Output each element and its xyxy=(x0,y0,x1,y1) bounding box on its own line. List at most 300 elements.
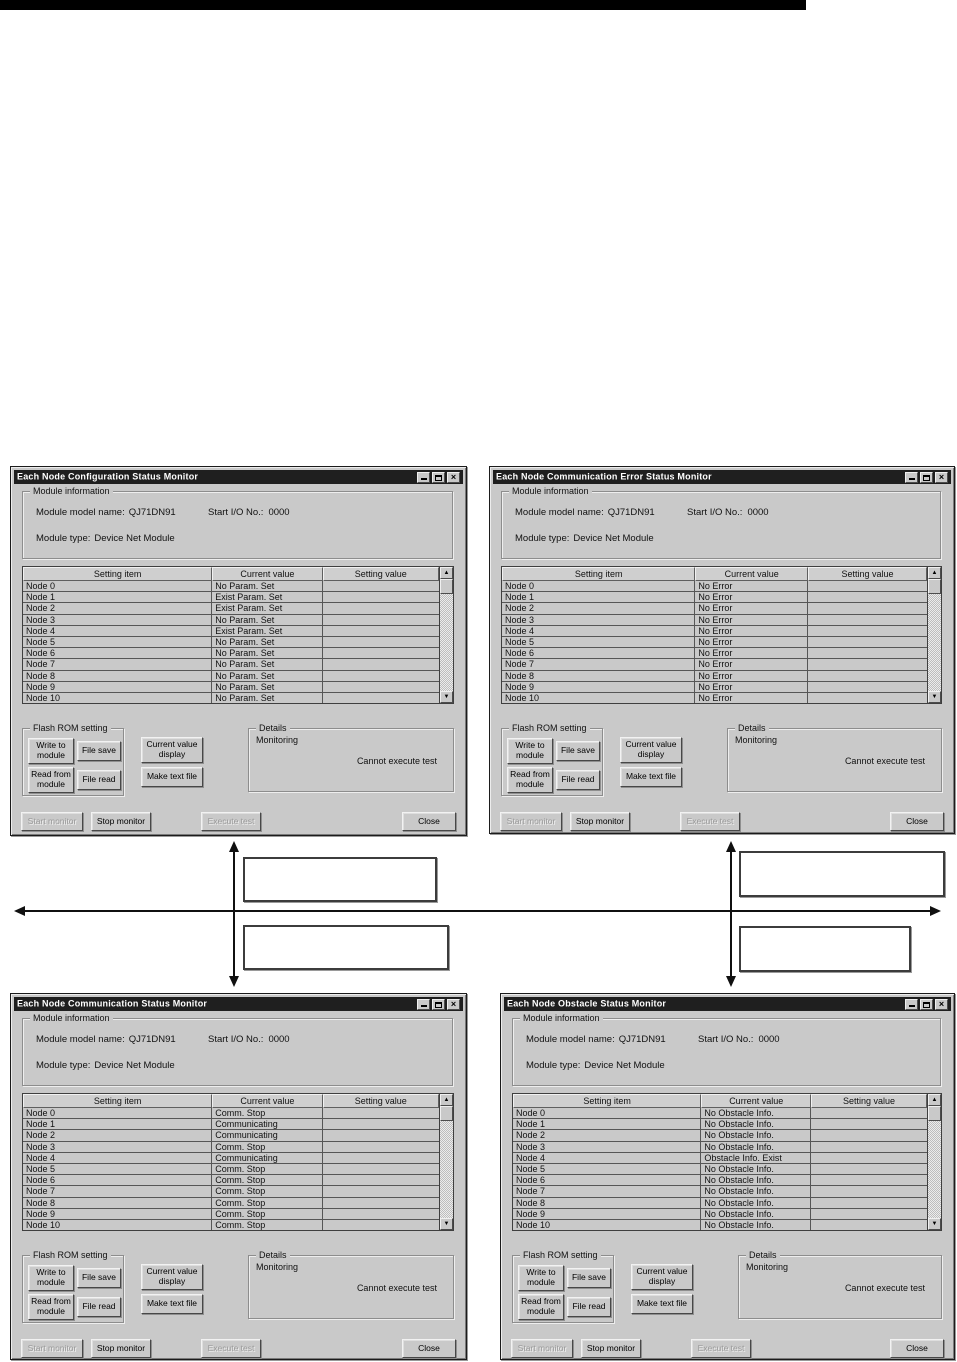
cell-setting-value[interactable] xyxy=(323,1119,440,1129)
cell-setting-value[interactable] xyxy=(811,1220,927,1230)
dialog-titlebar[interactable] xyxy=(493,470,951,484)
cell-setting-value[interactable] xyxy=(323,1164,440,1174)
table-header-row xyxy=(23,1094,439,1108)
column-header-current-value: Current value xyxy=(701,1094,811,1108)
table-row[interactable] xyxy=(502,626,927,637)
table-row[interactable] xyxy=(513,1175,927,1186)
cell-setting-value[interactable] xyxy=(323,592,440,602)
table-row[interactable] xyxy=(502,581,927,592)
table-row[interactable] xyxy=(502,615,927,626)
cell-setting-item: Node 9 xyxy=(23,682,212,692)
column-header-current-value: Current value xyxy=(212,567,322,581)
cell-setting-value[interactable] xyxy=(811,1142,927,1152)
cell-setting-value[interactable] xyxy=(323,1153,440,1163)
file-read-button[interactable]: File read xyxy=(556,770,600,790)
cell-setting-item: Node 7 xyxy=(23,1186,212,1196)
start-monitor-button[interactable]: Start monitor xyxy=(21,812,83,831)
cell-current-value: No Error xyxy=(695,682,808,692)
table-row[interactable] xyxy=(513,1186,927,1197)
maximize-icon[interactable] xyxy=(432,999,445,1010)
cell-setting-value[interactable] xyxy=(811,1186,927,1196)
cell-current-value: Comm. Stop xyxy=(212,1220,322,1230)
minimize-icon[interactable] xyxy=(417,999,430,1010)
module-information-group xyxy=(22,486,453,559)
table-row[interactable] xyxy=(513,1130,927,1141)
table-header-row xyxy=(502,567,927,581)
horizontal-flow-arrow-line xyxy=(24,910,935,912)
cell-setting-item: Node 5 xyxy=(23,1164,212,1174)
module-type-line xyxy=(515,533,934,544)
maximize-icon[interactable] xyxy=(920,472,933,483)
table-row[interactable] xyxy=(23,1142,439,1153)
vertical-scrollbar[interactable] xyxy=(439,1094,453,1230)
details-note-text: Cannot execute test xyxy=(844,1283,925,1293)
cell-current-value: Exist Param. Set xyxy=(212,603,322,613)
table-row[interactable] xyxy=(23,1209,439,1220)
stop-monitor-button[interactable]: Stop monitor xyxy=(570,812,630,831)
cell-setting-value[interactable] xyxy=(323,626,440,636)
file-save-button[interactable]: File save xyxy=(556,741,600,761)
cell-setting-value[interactable] xyxy=(808,637,927,647)
cell-setting-item: Node 8 xyxy=(23,671,212,681)
cell-current-value: No Error xyxy=(695,615,808,625)
write-to-module-button[interactable]: Write to module xyxy=(518,1265,564,1291)
module-information-label: Module information xyxy=(520,1013,603,1023)
start-io-value: 0000 xyxy=(747,507,769,518)
module-type-value: Device Net Module xyxy=(94,533,175,544)
cell-setting-item: Node 9 xyxy=(502,682,695,692)
cell-setting-item: Node 7 xyxy=(502,659,695,669)
callout-box-top-left xyxy=(243,857,437,902)
table-row[interactable] xyxy=(513,1108,927,1119)
cell-setting-value[interactable] xyxy=(808,682,927,692)
table-row[interactable] xyxy=(502,603,927,614)
column-header-current-value: Current value xyxy=(212,1094,322,1108)
cell-current-value: No Error xyxy=(695,592,808,602)
scroll-up-icon[interactable]: ▲ xyxy=(440,567,453,579)
cell-current-value: Comm. Stop xyxy=(212,1164,322,1174)
window-controls xyxy=(905,999,948,1010)
node-table-body xyxy=(513,1108,927,1230)
cell-setting-value[interactable] xyxy=(811,1175,927,1185)
callout-box-top-right xyxy=(739,851,945,897)
cell-setting-item: Node 10 xyxy=(513,1220,701,1230)
read-from-module-button[interactable]: Read from module xyxy=(28,767,74,793)
cell-setting-value[interactable] xyxy=(811,1119,927,1129)
close-icon[interactable]: × xyxy=(935,472,948,483)
cell-setting-item: Node 0 xyxy=(23,581,212,591)
dialog-each-node-communication-status-monitor xyxy=(10,993,467,1360)
read-from-module-button[interactable]: Read from module xyxy=(518,1294,564,1320)
table-row[interactable] xyxy=(513,1119,927,1130)
cell-setting-item: Node 5 xyxy=(23,637,212,647)
module-model-name-label: Module model name: xyxy=(36,507,125,518)
file-read-button[interactable]: File read xyxy=(77,1297,121,1317)
cell-current-value: Communicating xyxy=(212,1119,322,1129)
file-read-button[interactable]: File read xyxy=(567,1297,611,1317)
dialog-each-node-configuration-status-monitor xyxy=(10,466,467,836)
close-icon[interactable]: × xyxy=(447,999,460,1010)
cell-setting-item: Node 0 xyxy=(513,1108,701,1118)
vertical-scrollbar[interactable] xyxy=(927,567,941,703)
table-row[interactable] xyxy=(23,615,439,626)
cell-setting-value[interactable] xyxy=(808,603,927,613)
cell-setting-value[interactable] xyxy=(323,1186,440,1196)
module-model-line xyxy=(526,1034,934,1045)
current-value-display-button[interactable]: Current value display xyxy=(620,737,682,763)
cell-current-value: No Param. Set xyxy=(212,615,322,625)
scrollbar-thumb[interactable] xyxy=(928,1106,941,1121)
cell-setting-item: Node 0 xyxy=(23,1108,212,1118)
table-row[interactable] xyxy=(23,1108,439,1119)
cell-setting-value[interactable] xyxy=(811,1209,927,1219)
cell-setting-item: Node 4 xyxy=(23,626,212,636)
table-row[interactable] xyxy=(23,1198,439,1209)
make-text-file-button[interactable]: Make text file xyxy=(631,1294,693,1314)
module-information-label: Module information xyxy=(509,486,592,496)
dialog-window xyxy=(489,466,955,834)
file-read-button[interactable]: File read xyxy=(77,770,121,790)
minimize-icon[interactable] xyxy=(417,472,430,483)
table-row[interactable] xyxy=(513,1142,927,1153)
dialog-title: Each Node Obstacle Status Monitor xyxy=(507,998,667,1009)
write-to-module-button[interactable]: Write to module xyxy=(28,738,74,764)
cell-setting-value[interactable] xyxy=(323,615,440,625)
cell-setting-item: Node 10 xyxy=(23,1220,212,1230)
start-io-line xyxy=(698,1034,780,1045)
table-row[interactable] xyxy=(23,581,439,592)
table-row[interactable] xyxy=(23,1186,439,1197)
cell-setting-item: Node 1 xyxy=(513,1119,701,1129)
cell-setting-value[interactable] xyxy=(323,693,440,703)
details-group xyxy=(738,1250,942,1319)
cell-setting-item: Node 8 xyxy=(502,671,695,681)
start-monitor-button[interactable]: Start monitor xyxy=(500,812,562,831)
column-header-setting-item: Setting item xyxy=(513,1094,701,1108)
maximize-icon[interactable] xyxy=(432,472,445,483)
cell-setting-value[interactable] xyxy=(323,603,440,613)
table-row[interactable] xyxy=(23,592,439,603)
stop-monitor-button[interactable]: Stop monitor xyxy=(91,812,151,831)
arrowhead-left-icon xyxy=(14,906,25,916)
close-button[interactable]: Close xyxy=(890,1339,944,1358)
module-type-value: Device Net Module xyxy=(584,1060,665,1071)
cell-current-value: No Obstacle Info. xyxy=(701,1198,811,1208)
write-to-module-button[interactable]: Write to module xyxy=(507,738,553,764)
node-status-table xyxy=(501,566,942,704)
table-row[interactable] xyxy=(513,1198,927,1209)
cell-setting-item: Node 5 xyxy=(502,637,695,647)
module-model-line xyxy=(36,507,446,518)
cell-setting-value[interactable] xyxy=(323,581,440,591)
close-button[interactable]: Close xyxy=(402,812,456,831)
close-icon[interactable]: × xyxy=(935,999,948,1010)
table-row[interactable] xyxy=(513,1164,927,1175)
table-row[interactable] xyxy=(23,693,439,703)
cell-setting-value[interactable] xyxy=(323,637,440,647)
table-row[interactable] xyxy=(502,671,927,682)
module-type-line xyxy=(526,1060,934,1071)
start-io-line xyxy=(208,1034,290,1045)
module-type-value: Device Net Module xyxy=(94,1060,175,1071)
cell-setting-value[interactable] xyxy=(323,1130,440,1140)
table-row[interactable] xyxy=(23,1175,439,1186)
details-group xyxy=(248,1250,454,1319)
details-group xyxy=(727,723,942,792)
dialog-titlebar[interactable] xyxy=(14,997,463,1011)
cell-current-value: No Obstacle Info. xyxy=(701,1142,811,1152)
table-row[interactable] xyxy=(23,1164,439,1175)
scroll-down-icon[interactable]: ▼ xyxy=(440,691,453,703)
make-text-file-button[interactable]: Make text file xyxy=(620,767,682,787)
cell-setting-value[interactable] xyxy=(811,1164,927,1174)
cell-setting-value[interactable] xyxy=(808,671,927,681)
scrollbar-thumb[interactable] xyxy=(928,579,941,594)
module-model-name-value: QJ71DN91 xyxy=(128,1034,176,1045)
table-row[interactable] xyxy=(502,659,927,670)
scroll-up-icon[interactable]: ▲ xyxy=(440,1094,453,1106)
cell-setting-value[interactable] xyxy=(323,1198,440,1208)
module-information-label: Module information xyxy=(30,1013,113,1023)
cell-setting-item: Node 4 xyxy=(23,1153,212,1163)
start-io-label: Start I/O No.: xyxy=(208,507,264,518)
dialog-window xyxy=(10,993,467,1360)
start-io-value: 0000 xyxy=(268,507,290,518)
cell-setting-item: Node 9 xyxy=(513,1209,701,1219)
dialog-title: Each Node Configuration Status Monitor xyxy=(17,471,199,482)
table-row[interactable] xyxy=(502,592,927,603)
cell-current-value: No Param. Set xyxy=(212,581,322,591)
scrollbar-thumb[interactable] xyxy=(440,579,453,594)
cell-setting-item: Node 2 xyxy=(23,1130,212,1140)
cell-current-value: No Error xyxy=(695,659,808,669)
cell-setting-value[interactable] xyxy=(323,659,440,669)
cell-current-value: Exist Param. Set xyxy=(212,626,322,636)
header-bar xyxy=(0,0,806,10)
arrowhead-right-icon xyxy=(930,906,941,916)
cell-setting-value[interactable] xyxy=(811,1198,927,1208)
current-value-display-button[interactable]: Current value display xyxy=(141,1264,203,1290)
cell-setting-item: Node 2 xyxy=(502,603,695,613)
flash-rom-setting-label: Flash ROM setting xyxy=(509,723,590,733)
cell-setting-value[interactable] xyxy=(808,626,927,636)
module-model-line xyxy=(515,507,934,518)
cell-setting-item: Node 4 xyxy=(502,626,695,636)
execute-test-button[interactable]: Execute test xyxy=(680,812,740,831)
minimize-icon[interactable] xyxy=(905,472,918,483)
cell-setting-item: Node 8 xyxy=(23,1198,212,1208)
stop-monitor-button[interactable]: Stop monitor xyxy=(581,1339,641,1358)
table-row[interactable] xyxy=(23,659,439,670)
table-row[interactable] xyxy=(23,637,439,648)
cell-current-value: No Param. Set xyxy=(212,693,322,703)
table-row[interactable] xyxy=(23,626,439,637)
column-header-setting-value: Setting value xyxy=(323,1094,440,1108)
cell-current-value: Comm. Stop xyxy=(212,1108,322,1118)
cell-current-value: Comm. Stop xyxy=(212,1186,322,1196)
table-row[interactable] xyxy=(23,1130,439,1141)
cell-setting-value[interactable] xyxy=(323,1142,440,1152)
current-value-display-button[interactable]: Current value display xyxy=(631,1264,693,1290)
table-row[interactable] xyxy=(23,648,439,659)
cell-setting-item: Node 2 xyxy=(513,1130,701,1140)
vertical-scrollbar[interactable] xyxy=(439,567,453,703)
module-information-label: Module information xyxy=(30,486,113,496)
cell-setting-value[interactable] xyxy=(811,1108,927,1118)
cell-setting-value[interactable] xyxy=(808,592,927,602)
module-type-label: Module type: xyxy=(36,1060,91,1071)
window-controls xyxy=(905,472,948,483)
flash-rom-setting-group xyxy=(501,723,603,796)
node-table-body xyxy=(23,581,439,703)
column-header-setting-value: Setting value xyxy=(808,567,927,581)
cell-setting-value[interactable] xyxy=(808,693,927,703)
close-button[interactable]: Close xyxy=(402,1339,456,1358)
cell-setting-item: Node 3 xyxy=(513,1142,701,1152)
table-row[interactable] xyxy=(23,603,439,614)
column-header-setting-item: Setting item xyxy=(23,1094,212,1108)
arrowhead-down-right-icon xyxy=(726,976,736,987)
close-icon[interactable]: × xyxy=(447,472,460,483)
file-save-button[interactable]: File save xyxy=(77,741,121,761)
start-monitor-button[interactable]: Start monitor xyxy=(511,1339,573,1358)
cell-current-value: Communicating xyxy=(212,1130,322,1140)
details-label: Details xyxy=(746,1250,780,1260)
cell-setting-value[interactable] xyxy=(323,1108,440,1118)
table-row[interactable] xyxy=(23,671,439,682)
close-button[interactable]: Close xyxy=(890,812,944,831)
table-row[interactable] xyxy=(502,637,927,648)
start-io-label: Start I/O No.: xyxy=(698,1034,754,1045)
cell-current-value: No Param. Set xyxy=(212,648,322,658)
table-row[interactable] xyxy=(23,1220,439,1230)
window-controls xyxy=(417,999,460,1010)
table-row[interactable] xyxy=(502,682,927,693)
callout-box-bottom-right xyxy=(739,926,911,972)
cell-current-value: No Param. Set xyxy=(212,659,322,669)
cell-current-value: No Obstacle Info. xyxy=(701,1220,811,1230)
flash-rom-setting-label: Flash ROM setting xyxy=(520,1250,601,1260)
cell-setting-value[interactable] xyxy=(323,648,440,658)
cell-setting-value[interactable] xyxy=(323,671,440,681)
make-text-file-button[interactable]: Make text file xyxy=(141,767,203,787)
start-io-line xyxy=(687,507,769,518)
node-table-body xyxy=(23,1108,439,1230)
details-status-text: Monitoring xyxy=(746,1262,789,1272)
column-header-setting-value: Setting value xyxy=(811,1094,927,1108)
stop-monitor-button[interactable]: Stop monitor xyxy=(91,1339,151,1358)
dialog-window xyxy=(10,466,467,836)
table-row[interactable] xyxy=(23,1153,439,1164)
dialog-titlebar[interactable] xyxy=(14,470,463,484)
table-header-row xyxy=(23,567,439,581)
scrollbar-thumb[interactable] xyxy=(440,1106,453,1121)
details-note-text: Cannot execute test xyxy=(356,756,437,766)
details-label: Details xyxy=(256,1250,290,1260)
arrowhead-up-left-icon xyxy=(229,841,239,852)
node-status-table xyxy=(22,566,454,704)
start-monitor-button[interactable]: Start monitor xyxy=(21,1339,83,1358)
cell-setting-item: Node 10 xyxy=(23,693,212,703)
module-information-group xyxy=(501,486,941,559)
cell-setting-item: Node 5 xyxy=(513,1164,701,1174)
table-row[interactable] xyxy=(513,1209,927,1220)
maximize-icon[interactable] xyxy=(920,999,933,1010)
cell-current-value: No Error xyxy=(695,581,808,591)
cell-setting-value[interactable] xyxy=(323,1209,440,1219)
cell-current-value: No Param. Set xyxy=(212,671,322,681)
module-type-label: Module type: xyxy=(526,1060,581,1071)
execute-test-button[interactable]: Execute test xyxy=(691,1339,751,1358)
cell-current-value: Comm. Stop xyxy=(212,1209,322,1219)
cell-setting-item: Node 3 xyxy=(23,615,212,625)
details-label: Details xyxy=(735,723,769,733)
cell-setting-value[interactable] xyxy=(323,1175,440,1185)
table-row[interactable] xyxy=(513,1220,927,1230)
read-from-module-button[interactable]: Read from module xyxy=(28,1294,74,1320)
scroll-down-icon[interactable]: ▼ xyxy=(928,1218,941,1230)
cell-setting-value[interactable] xyxy=(323,1220,440,1230)
read-from-module-button[interactable]: Read from module xyxy=(507,767,553,793)
module-type-label: Module type: xyxy=(515,533,570,544)
cell-setting-value[interactable] xyxy=(808,615,927,625)
cell-setting-item: Node 6 xyxy=(513,1175,701,1185)
node-table-body xyxy=(502,581,927,703)
write-to-module-button[interactable]: Write to module xyxy=(28,1265,74,1291)
cell-setting-item: Node 6 xyxy=(23,648,212,658)
cell-setting-item: Node 7 xyxy=(23,659,212,669)
scroll-up-icon[interactable]: ▲ xyxy=(928,1094,941,1106)
cell-setting-value[interactable] xyxy=(808,659,927,669)
callout-box-bottom-left xyxy=(243,925,449,970)
cell-setting-item: Node 0 xyxy=(502,581,695,591)
execute-test-button[interactable]: Execute test xyxy=(201,812,261,831)
cell-current-value: No Obstacle Info. xyxy=(701,1130,811,1140)
cell-setting-item: Node 9 xyxy=(23,1209,212,1219)
table-row[interactable] xyxy=(23,1119,439,1130)
dialog-titlebar[interactable] xyxy=(504,997,951,1011)
table-row[interactable] xyxy=(513,1153,927,1164)
scroll-down-icon[interactable]: ▼ xyxy=(440,1218,453,1230)
minimize-icon[interactable] xyxy=(905,999,918,1010)
table-row[interactable] xyxy=(23,682,439,693)
cell-setting-item: Node 1 xyxy=(23,592,212,602)
execute-test-button[interactable]: Execute test xyxy=(201,1339,261,1358)
table-row[interactable] xyxy=(502,648,927,659)
flash-rom-setting-label: Flash ROM setting xyxy=(30,1250,111,1260)
cell-current-value: No Obstacle Info. xyxy=(701,1108,811,1118)
file-save-button[interactable]: File save xyxy=(567,1268,611,1288)
cell-setting-value[interactable] xyxy=(808,648,927,658)
table-row[interactable] xyxy=(502,693,927,703)
cell-setting-value[interactable] xyxy=(811,1130,927,1140)
vertical-scrollbar[interactable] xyxy=(927,1094,941,1230)
cell-current-value: No Error xyxy=(695,626,808,636)
module-model-name-value: QJ71DN91 xyxy=(128,507,176,518)
file-save-button[interactable]: File save xyxy=(77,1268,121,1288)
cell-setting-value[interactable] xyxy=(808,581,927,591)
current-value-display-button[interactable]: Current value display xyxy=(141,737,203,763)
scroll-up-icon[interactable]: ▲ xyxy=(928,567,941,579)
cell-setting-value[interactable] xyxy=(811,1153,927,1163)
left-vertical-flow-arrow-line xyxy=(233,850,235,978)
scroll-down-icon[interactable]: ▼ xyxy=(928,691,941,703)
make-text-file-button[interactable]: Make text file xyxy=(141,1294,203,1314)
arrowhead-up-right-icon xyxy=(726,841,736,852)
cell-current-value: No Param. Set xyxy=(212,682,322,692)
details-status-text: Monitoring xyxy=(735,735,778,745)
cell-setting-value[interactable] xyxy=(323,682,440,692)
